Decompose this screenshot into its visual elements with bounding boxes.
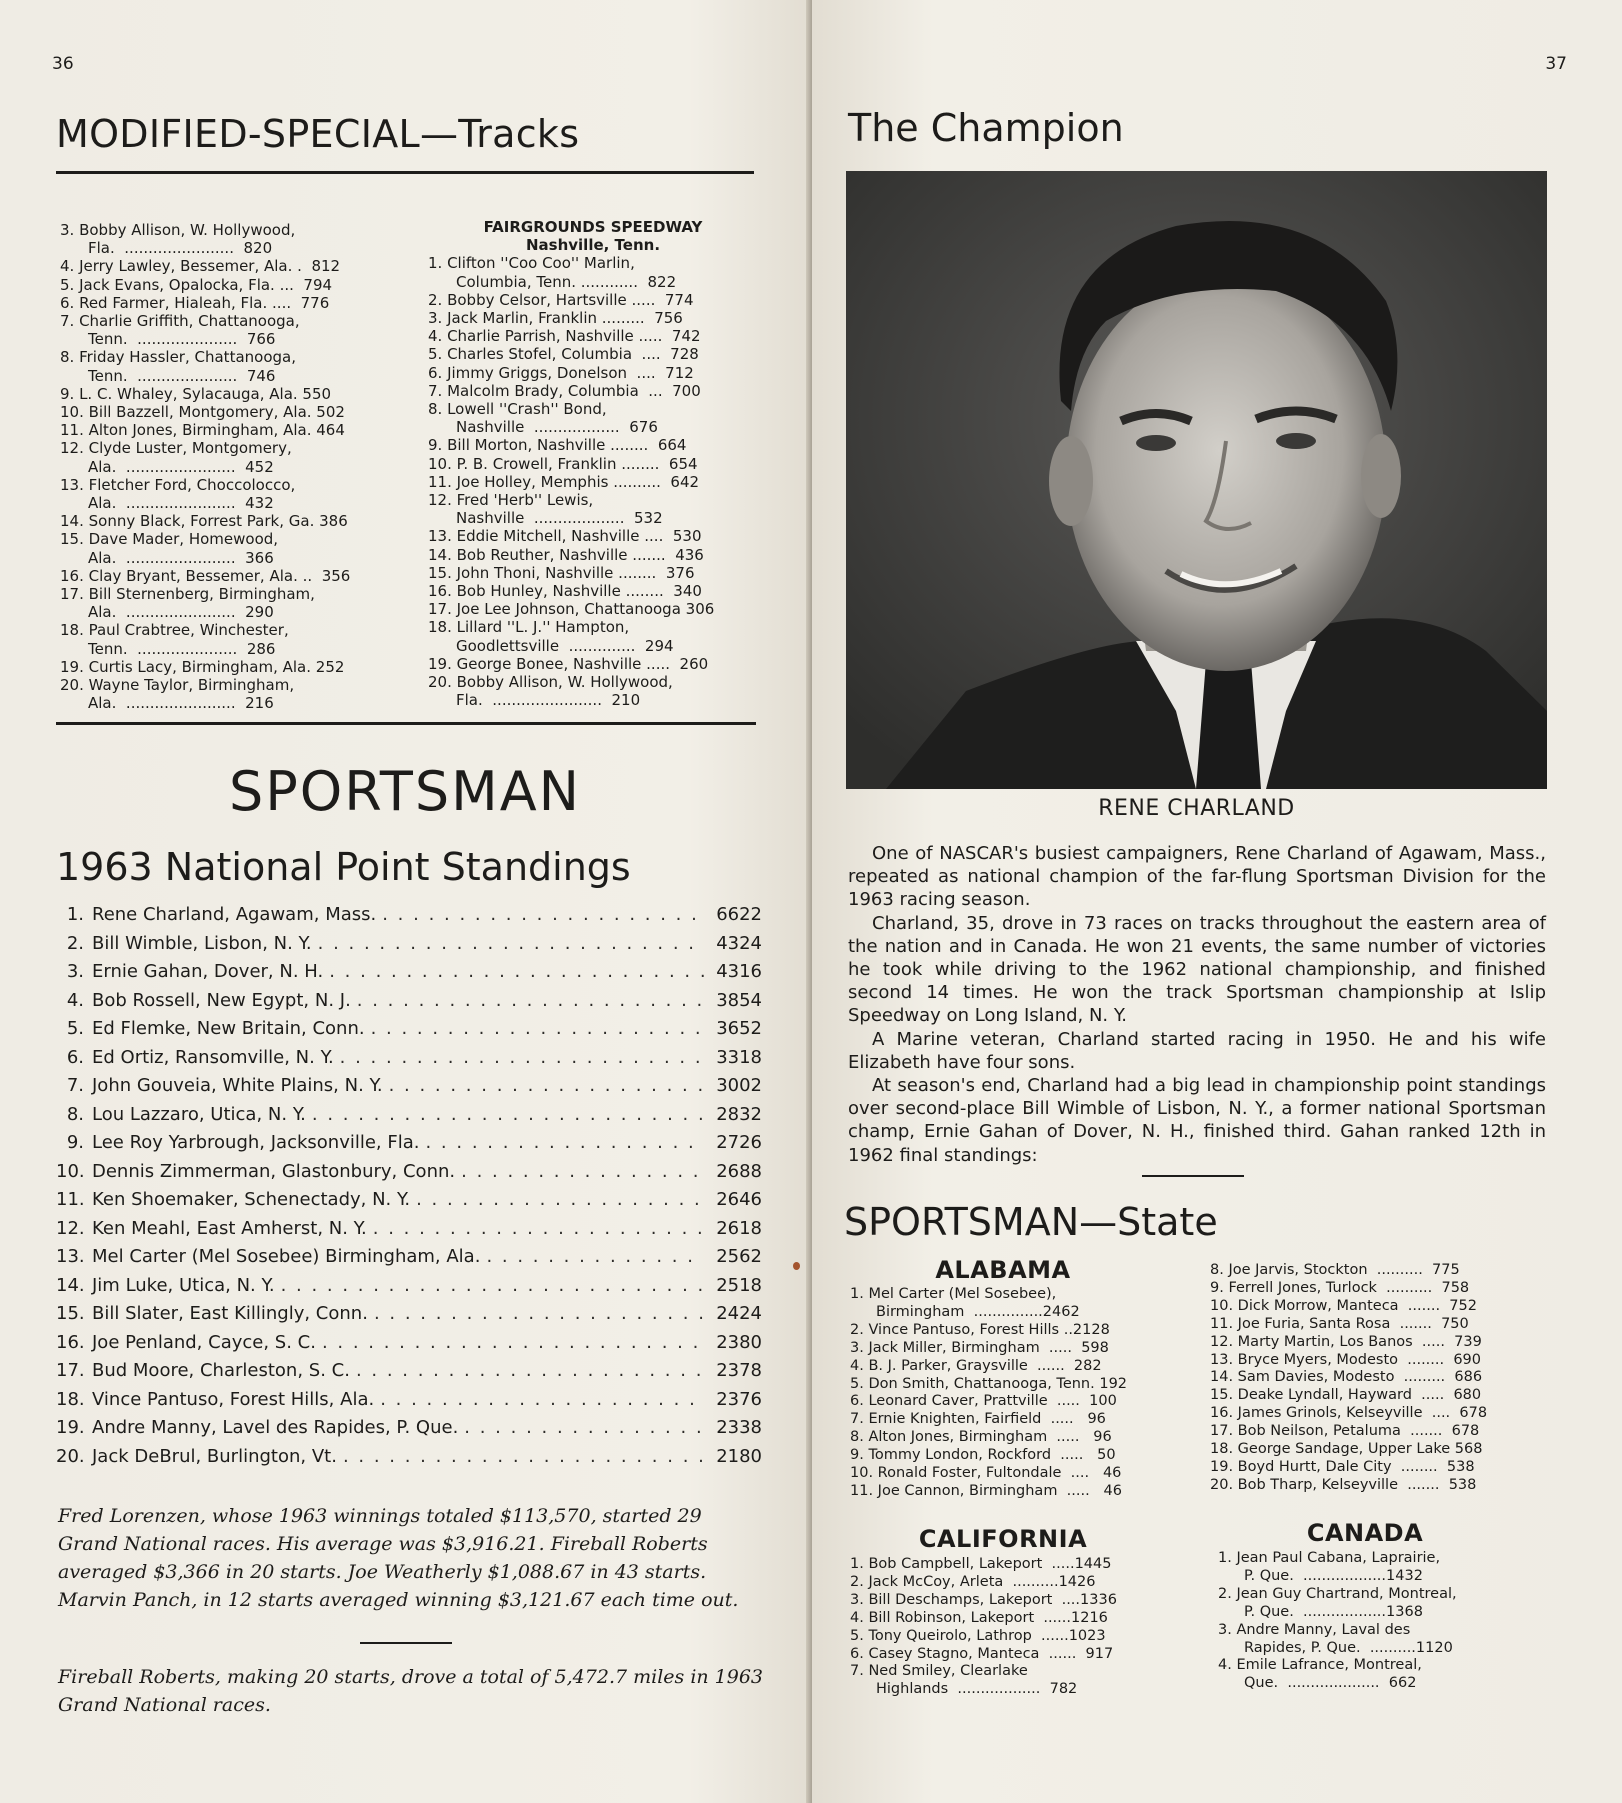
roberts-note: Fireball Roberts, making 20 starts, drove a total of 5,472.7 miles in 1963 Grand National races. — [58, 1666, 764, 1716]
points: 2618 — [716, 1217, 762, 1239]
standings-row — [56, 1446, 762, 1475]
california-title: CALIFORNIA — [918, 1525, 1088, 1553]
standings-row — [56, 904, 762, 933]
rank: 6. — [66, 1046, 84, 1068]
rank: 14. — [56, 1274, 85, 1296]
rank: 18. — [56, 1388, 85, 1410]
driver-name: Ken Meahl, East Amherst, N. Y. — [92, 1217, 367, 1239]
points: 2646 — [716, 1189, 762, 1210]
driver-name: Bill Slater, East Killingly, Conn. — [92, 1303, 368, 1324]
list-item: 13. Eddie Mitchell, Nashville .... 530 — [428, 527, 702, 546]
rank: 2. — [66, 932, 84, 954]
leader-dots — [312, 1104, 704, 1125]
stain-mark — [793, 1262, 800, 1270]
leader-dots — [380, 1389, 704, 1410]
list-item: 17. Bill Sternenberg, Birmingham, — [60, 585, 315, 604]
list-item: 4. Emile Lafrance, Montreal, — [1218, 1657, 1422, 1674]
list-item: 2. Jack McCoy, Arleta ..........1426 — [850, 1573, 1096, 1590]
list-item: 14. Sonny Black, Forrest Park, Ga. 386 — [60, 512, 348, 531]
standings-row — [56, 1104, 762, 1133]
points: 2832 — [716, 1103, 762, 1125]
list-item: 2. Jean Guy Chartrand, Montreal, — [1218, 1585, 1457, 1602]
list-item: 4. Jerry Lawley, Bessemer, Ala. . 812 — [60, 257, 341, 276]
list-item-continuation: Ala. ....................... 290 — [88, 603, 274, 622]
driver-name: Ed Ortiz, Ransomville, N. Y. — [92, 1046, 334, 1068]
rank: 3. — [66, 961, 84, 982]
list-item: 4. Bill Robinson, Lakeport ......1216 — [850, 1609, 1108, 1626]
standings-row — [56, 1047, 762, 1076]
list-item: 9. Tommy London, Rockford ..... 50 — [850, 1447, 1116, 1464]
standings-row — [56, 1246, 762, 1275]
driver-name: Lee Roy Yarbrough, Jacksonville, Fla. — [92, 1132, 420, 1153]
list-item-continuation: Nashville .................. 676 — [456, 418, 658, 437]
rank: 13. — [56, 1246, 85, 1267]
points: 2688 — [716, 1160, 762, 1182]
leader-dots — [318, 933, 704, 954]
driver-name: Lou Lazzaro, Utica, N. Y. — [92, 1103, 306, 1125]
rank: 20. — [56, 1445, 85, 1467]
rank: 5. — [66, 1018, 84, 1039]
list-item: 12. Marty Martin, Los Banos ..... 739 — [1210, 1333, 1482, 1350]
list-item-continuation: Fla. ....................... 820 — [88, 239, 273, 258]
list-item: 11. Joe Holley, Memphis .......... 642 — [428, 472, 700, 491]
modified-list-col1 — [60, 221, 400, 712]
standings-row — [56, 1332, 762, 1361]
list-item: 14. Bob Reuther, Nashville ....... 436 — [428, 545, 704, 564]
driver-name: Ernie Gahan, Dover, N. H. — [92, 961, 324, 982]
points: 6622 — [716, 904, 762, 925]
driver-name: Dennis Zimmerman, Glastonbury, Conn. — [92, 1160, 456, 1182]
canada-title: CANADA — [1306, 1519, 1424, 1547]
list-item: 18. George Sandage, Upper Lake 568 — [1210, 1441, 1483, 1458]
list-item: 6. Red Farmer, Hialeah, Fla. .... 776 — [60, 293, 330, 312]
list-item: 9. Bill Morton, Nashville ........ 664 — [428, 436, 687, 455]
list-item: 9. Ferrell Jones, Turlock .......... 758 — [1210, 1279, 1470, 1296]
list-item: 16. Clay Bryant, Bessemer, Ala. .. 356 — [60, 566, 351, 585]
points: 4316 — [716, 961, 762, 982]
list-item: 16. Bob Hunley, Nashville ........ 340 — [428, 582, 702, 601]
heading-rule — [56, 171, 754, 174]
points: 3652 — [716, 1018, 762, 1039]
standings-row — [56, 1389, 762, 1418]
list-item: 15. John Thoni, Nashville ........ 376 — [428, 563, 695, 582]
fairgrounds-title: FAIRGROUNDS SPEEDWAY — [483, 218, 703, 236]
list-item-continuation: Highlands .................. 782 — [876, 1681, 1078, 1698]
list-item: 8. Joe Jarvis, Stockton .......... 775 — [1210, 1262, 1460, 1278]
rank: 9. — [66, 1132, 84, 1153]
modified-list-col2 — [428, 254, 758, 709]
driver-name: Jack DeBrul, Burlington, Vt. — [92, 1445, 337, 1467]
list-item-continuation: Nashville ................... 532 — [456, 509, 663, 528]
leader-dots — [486, 1246, 704, 1267]
driver-name: Jim Luke, Utica, N. Y. — [92, 1274, 275, 1296]
rank: 11. — [56, 1189, 85, 1210]
article-paragraph: One of NASCAR's busiest campaigners, Rene Charland of Agawam, Mass., repeated as national champion of the far-flung Sportsman Division for the 1963 racing season. — [848, 843, 1546, 911]
driver-name: Bill Wimble, Lisbon, N. Y. — [92, 932, 312, 954]
list-item: 20. Bob Tharp, Kelseyville ....... 538 — [1210, 1476, 1477, 1493]
section-rule — [56, 722, 756, 725]
list-item: 8. Lowell ''Crash'' Bond, — [428, 400, 607, 419]
fairgrounds-block — [428, 218, 758, 709]
list-item: 5. Charles Stofel, Columbia .... 728 — [428, 345, 699, 364]
standings-row — [56, 1132, 762, 1161]
standings-row — [56, 1417, 762, 1446]
driver-name: Bob Rossell, New Egypt, N. J. — [92, 989, 351, 1011]
list-item: 12. Clyde Luster, Montgomery, — [60, 439, 292, 458]
leader-dots — [371, 1018, 704, 1039]
list-item: 10. Dick Morrow, Manteca ....... 752 — [1210, 1297, 1477, 1314]
list-item-continuation: Birmingham ...............2462 — [876, 1303, 1080, 1320]
list-item: 14. Sam Davies, Modesto ......... 686 — [1210, 1369, 1483, 1386]
leader-dots — [464, 1417, 704, 1438]
list-item: 10. P. B. Crowell, Franklin ........ 654 — [428, 454, 698, 473]
list-item: 15. Dave Mader, Homewood, — [60, 530, 279, 549]
leader-dots — [389, 1075, 704, 1096]
list-item: 20. Bobby Allison, W. Hollywood, — [428, 673, 673, 692]
leader-dots — [281, 1275, 704, 1296]
list-item: 18. Lillard ''L. J.'' Hampton, — [428, 618, 630, 637]
list-item: 4. B. J. Parker, Graysville ...... 282 — [850, 1357, 1102, 1374]
leader-dots — [373, 1218, 704, 1239]
list-item: 17. Bob Neilson, Petaluma ....... 678 — [1210, 1423, 1480, 1440]
champion-heading: The Champion — [848, 106, 1124, 150]
rank: 7. — [66, 1075, 84, 1096]
rank: 1. — [66, 904, 84, 925]
driver-name: Mel Carter (Mel Sosebee) Birmingham, Ala. — [92, 1246, 481, 1267]
california-list — [850, 1556, 1170, 1699]
list-item: 16. James Grinols, Kelseyville .... 678 — [1210, 1405, 1488, 1422]
points: 2338 — [716, 1417, 762, 1438]
list-item: 8. Alton Jones, Birmingham ..... 96 — [850, 1429, 1112, 1446]
points: 4324 — [716, 932, 762, 954]
list-item: 5. Jack Evans, Opalocka, Fla. ... 794 — [60, 275, 333, 294]
california-list-continued — [1210, 1262, 1550, 1495]
list-item: 15. Deake Lyndall, Hayward ..... 680 — [1210, 1387, 1482, 1404]
driver-name: Andre Manny, Lavel des Rapides, P. Que. — [92, 1417, 459, 1438]
list-item-continuation: Goodlettsville .............. 294 — [456, 636, 674, 655]
list-item: 19. Curtis Lacy, Birmingham, Ala. 252 — [60, 657, 345, 676]
list-item-continuation: Fla. ....................... 210 — [456, 691, 641, 710]
list-item-continuation: Ala. ....................... 216 — [88, 694, 274, 713]
list-item: 3. Jack Miller, Birmingham ..... 598 — [850, 1339, 1109, 1356]
leader-dots — [382, 904, 704, 925]
list-item-continuation: Tenn. ..................... 766 — [88, 330, 276, 349]
list-item-continuation: Rapides, P. Que. ..........1120 — [1244, 1639, 1453, 1656]
rank: 15. — [56, 1303, 85, 1324]
list-item: 1. Jean Paul Cabana, Laprairie, — [1218, 1550, 1441, 1566]
list-item: 1. Clifton ''Coo Coo'' Marlin, — [428, 254, 635, 273]
list-item: 7. Ned Smiley, Clearlake — [850, 1663, 1028, 1680]
standings-row — [56, 1360, 762, 1389]
list-item: 13. Bryce Myers, Modesto ........ 690 — [1210, 1351, 1482, 1368]
driver-name: John Gouveia, White Plains, N. Y. — [92, 1075, 383, 1096]
rank: 19. — [56, 1417, 85, 1438]
list-item: 2. Vince Pantuso, Forest Hills ..2128 — [850, 1321, 1110, 1338]
points: 2376 — [716, 1388, 762, 1410]
points: 2180 — [716, 1445, 762, 1467]
standings-row — [56, 990, 762, 1019]
leader-dots — [357, 990, 704, 1011]
list-item: 6. Jimmy Griggs, Donelson .... 712 — [428, 363, 694, 382]
alabama-title: ALABAMA — [935, 1256, 1071, 1284]
list-item: 5. Don Smith, Chattanooga, Tenn. 192 — [850, 1375, 1128, 1392]
list-item: 19. Boyd Hurtt, Dale City ........ 538 — [1210, 1458, 1475, 1475]
rank: 10. — [56, 1160, 85, 1182]
leader-dots — [329, 961, 704, 982]
list-item-continuation: Tenn. ..................... 286 — [88, 639, 276, 658]
list-item: 11. Joe Cannon, Birmingham ..... 46 — [850, 1482, 1122, 1499]
rank: 17. — [56, 1360, 85, 1381]
article-paragraph: At season's end, Charland had a big lead in championship point standings over second-place Bill Wimble of Lisbon, N. Y., a former national Sportsman champ, Ernie Gahan of Dover, N. H., finished third. Gahan ranked 12th in 1962 final standings: — [848, 1075, 1546, 1166]
modified-special-heading: MODIFIED-SPECIAL—Tracks — [56, 112, 580, 156]
standings-row — [56, 1275, 762, 1304]
driver-name: Bud Moore, Charleston, S. C. — [92, 1360, 350, 1381]
list-item: 1. Bob Campbell, Lakeport .....1445 — [850, 1556, 1112, 1572]
rank: 8. — [66, 1103, 84, 1125]
points: 2380 — [716, 1331, 762, 1353]
leader-dots — [461, 1161, 704, 1182]
list-item: 10. Ronald Foster, Fultondale .... 46 — [850, 1465, 1122, 1482]
driver-name: Vince Pantuso, Forest Hills, Ala. — [92, 1388, 375, 1410]
note-divider — [360, 1642, 452, 1644]
standings-row — [56, 1189, 762, 1218]
driver-name: Rene Charland, Agawam, Mass. — [92, 904, 377, 925]
list-item: 11. Alton Jones, Birmingham, Ala. 464 — [60, 421, 345, 440]
photo-caption: RENE CHARLAND — [1098, 796, 1295, 821]
list-item-continuation: Tenn. ..................... 746 — [88, 366, 276, 385]
portrait-image — [846, 171, 1547, 789]
list-item-continuation: Columbia, Tenn. ............ 822 — [456, 272, 677, 291]
list-item-continuation: P. Que. ..................1432 — [1244, 1567, 1423, 1584]
standings-row — [56, 1218, 762, 1247]
left-page — [0, 0, 810, 1803]
list-item: 8. Friday Hassler, Chattanooga, — [60, 348, 296, 367]
driver-name: Ken Shoemaker, Schenectady, N. Y. — [92, 1189, 411, 1210]
list-item-continuation: P. Que. ..................1368 — [1244, 1603, 1423, 1620]
list-item: 7. Charlie Griffith, Chattanooga, — [60, 312, 300, 331]
points: 2378 — [716, 1360, 762, 1381]
leader-dots — [343, 1446, 704, 1467]
points: 3854 — [716, 989, 762, 1011]
list-item: 3. Bobby Allison, W. Hollywood, — [60, 221, 296, 239]
list-item: 10. Bill Bazzell, Montgomery, Ala. 502 — [60, 403, 345, 422]
sportsman-heading: SPORTSMAN — [228, 760, 582, 823]
standings-row — [56, 1018, 762, 1047]
list-item: 20. Wayne Taylor, Birmingham, — [60, 676, 295, 695]
list-item: 3. Jack Marlin, Franklin ......... 756 — [428, 309, 683, 328]
list-item: 12. Fred 'Herb'' Lewis, — [428, 491, 594, 510]
list-item: 6. Casey Stagno, Manteca ...... 917 — [850, 1645, 1114, 1662]
points: 2726 — [716, 1132, 762, 1153]
leader-dots — [425, 1132, 704, 1153]
rank: 12. — [56, 1217, 85, 1239]
sportsman-state-heading: SPORTSMAN—State — [844, 1200, 1218, 1244]
list-item-continuation: Que. .................... 662 — [1244, 1675, 1417, 1692]
article-divider — [1142, 1175, 1244, 1177]
rank: 4. — [66, 989, 84, 1011]
points: 2562 — [716, 1246, 762, 1267]
leader-dots — [356, 1360, 704, 1381]
points: 3318 — [716, 1046, 762, 1068]
list-item: 4. Charlie Parrish, Nashville ..... 742 — [428, 327, 701, 346]
leader-dots — [416, 1189, 704, 1210]
national-standings-heading: 1963 National Point Standings — [56, 845, 631, 889]
standings-row — [56, 1161, 762, 1190]
list-item-continuation: Ala. ....................... 432 — [88, 494, 274, 513]
list-item: 18. Paul Crabtree, Winchester, — [60, 621, 289, 640]
rank: 16. — [56, 1331, 85, 1353]
national-standings-table — [56, 904, 762, 1474]
points: 3002 — [716, 1075, 762, 1096]
list-item: 2. Bobby Celsor, Hartsville ..... 774 — [428, 290, 694, 309]
points: 2518 — [716, 1274, 762, 1296]
champion-article — [848, 842, 1546, 1167]
list-item: 5. Tony Queirolo, Lathrop ......1023 — [850, 1627, 1106, 1644]
page-number: 37 — [1545, 54, 1567, 74]
standings-row — [56, 1303, 762, 1332]
list-item-continuation: Ala. ....................... 452 — [88, 457, 274, 476]
list-item-continuation: Ala. ....................... 366 — [88, 548, 274, 567]
canada-list — [1218, 1550, 1548, 1693]
article-paragraph: Charland, 35, drove in 73 races on tracks throughout the eastern area of the nation and in Canada. He won 21 events, the same number of victories he took while driving to the 1962 national championship, and finished second 14 times. He won the track Sportsman championship at Islip Speedway on Long Island, N. Y. — [848, 912, 1546, 1027]
lorenzen-note: Fred Lorenzen, whose 1963 winnings totaled $113,570, started 29 Grand National races. His average was $3,916.21. Fireball Roberts averaged $3,366 in 20 starts. Joe Weatherly $1,088.67 in 43 starts. Marvin Panch, in 12 starts averaged winning $3,121.67 each time out. — [58, 1505, 739, 1611]
list-item: 17. Joe Lee Johnson, Chattanooga 306 — [428, 600, 715, 619]
list-item: 13. Fletcher Ford, Choccolocco, — [60, 475, 296, 494]
list-item: 1. Mel Carter (Mel Sosebee), — [850, 1286, 1057, 1302]
page-number: 36 — [52, 54, 74, 74]
list-item: 3. Bill Deschamps, Lakeport ....1336 — [850, 1591, 1117, 1608]
list-item: 3. Andre Manny, Laval des — [1218, 1621, 1411, 1638]
leader-dots — [322, 1332, 704, 1353]
driver-name: Ed Flemke, New Britain, Conn. — [92, 1018, 365, 1039]
article-paragraph: A Marine veteran, Charland started racing in 1950. He and his wife Elizabeth have four sons. — [848, 1028, 1546, 1073]
standings-row — [56, 1075, 762, 1104]
leader-dots — [374, 1303, 704, 1324]
alabama-list — [850, 1286, 1170, 1501]
list-item: 7. Ernie Knighten, Fairfield ..... 96 — [850, 1411, 1106, 1428]
list-item: 19. George Bonee, Nashville ..... 260 — [428, 654, 709, 673]
champion-photo — [846, 171, 1547, 789]
points: 2424 — [716, 1303, 762, 1324]
list-item: 11. Joe Furia, Santa Rosa ....... 750 — [1210, 1315, 1469, 1332]
list-item: 7. Malcolm Brady, Columbia ... 700 — [428, 381, 701, 400]
leader-dots — [340, 1047, 704, 1068]
standings-row — [56, 933, 762, 962]
list-item: 9. L. C. Whaley, Sylacauga, Ala. 550 — [60, 384, 332, 403]
fairgrounds-subtitle: Nashville, Tenn. — [525, 236, 661, 255]
standings-row — [56, 961, 762, 990]
list-item: 6. Leonard Caver, Prattville ..... 100 — [850, 1393, 1117, 1410]
driver-name: Joe Penland, Cayce, S. C. — [92, 1331, 316, 1353]
